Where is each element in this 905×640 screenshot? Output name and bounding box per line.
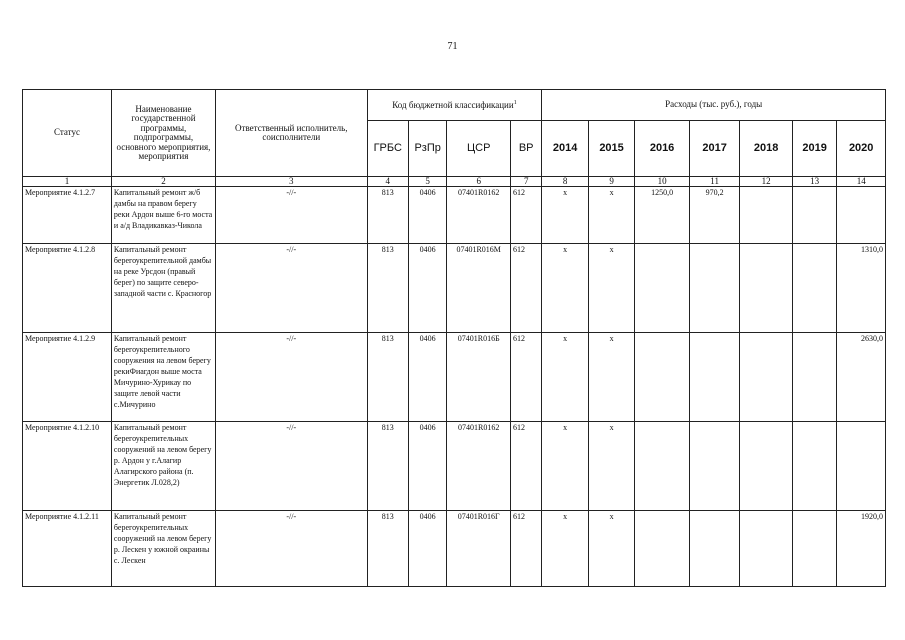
cell-rzpr: 0406 xyxy=(408,187,446,244)
cell-vr: 612 xyxy=(511,422,542,511)
cell-2019 xyxy=(792,187,836,244)
column-number: 5 xyxy=(408,177,446,187)
cell-2015: х xyxy=(588,187,634,244)
cell-2017 xyxy=(689,333,740,422)
cell-name: Капитальный ремонт берегоукрепительных сооружений на левом берегу р. Ардон у г.Алагир Алагирского района (п. Энергетик Л.028,2) xyxy=(111,422,215,511)
cell-2017 xyxy=(689,422,740,511)
cell-2020 xyxy=(837,187,886,244)
table-row xyxy=(23,511,886,587)
cell-rzpr: 0406 xyxy=(408,333,446,422)
column-number: 12 xyxy=(740,177,793,187)
table-row xyxy=(23,187,886,244)
cell-2014: х xyxy=(542,511,588,587)
cell-csr: 07401R016Г xyxy=(447,511,511,587)
header-year: 2016 xyxy=(635,121,690,177)
table-header xyxy=(23,90,886,187)
budget-table xyxy=(22,89,886,587)
header-responsible: Ответственный исполнитель, соисполнители xyxy=(216,90,368,177)
cell-name: Капитальный ремонт берегоукрепительной дамбы на реке Урсдон (правый берег) по защите северо-западной части с. Красногор xyxy=(111,244,215,333)
cell-2016 xyxy=(635,244,690,333)
header-name: Наименование государственной программы, подпрограммы, основного мероприятия, мероприятия xyxy=(111,90,215,177)
cell-csr: 07401R016М xyxy=(447,244,511,333)
cell-2016: 1250,0 xyxy=(635,187,690,244)
cell-2015: х xyxy=(588,244,634,333)
cell-2018 xyxy=(740,333,793,422)
column-number: 14 xyxy=(837,177,886,187)
cell-2015: х xyxy=(588,511,634,587)
cell-status: Мероприятие 4.1.2.8 xyxy=(23,244,112,333)
cell-2017 xyxy=(689,244,740,333)
header-rzpr: РзПр xyxy=(408,121,446,177)
cell-2018 xyxy=(740,244,793,333)
cell-2018 xyxy=(740,511,793,587)
cell-rzpr: 0406 xyxy=(408,244,446,333)
column-number: 2 xyxy=(111,177,215,187)
header-status: Статус xyxy=(23,90,112,177)
cell-vr: 612 xyxy=(511,187,542,244)
cell-status: Мероприятие 4.1.2.11 xyxy=(23,511,112,587)
column-number: 10 xyxy=(635,177,690,187)
header-year: 2020 xyxy=(837,121,886,177)
cell-2016 xyxy=(635,333,690,422)
cell-status: Мероприятие 4.1.2.9 xyxy=(23,333,112,422)
cell-csr: 07401R016Б xyxy=(447,333,511,422)
cell-grbs: 813 xyxy=(367,511,408,587)
cell-name: Капитальный ремонт ж/б дамбы на правом берегу реки Ардон выше 6-го моста и а/д Владикавказ-Чикола xyxy=(111,187,215,244)
cell-responsible: -//- xyxy=(216,422,368,511)
header-year: 2017 xyxy=(689,121,740,177)
cell-2017: 970,2 xyxy=(689,187,740,244)
cell-2019 xyxy=(792,422,836,511)
cell-2020 xyxy=(837,422,886,511)
table-row xyxy=(23,422,886,511)
cell-responsible: -//- xyxy=(216,333,368,422)
cell-2020: 1310,0 xyxy=(837,244,886,333)
cell-2020: 2630,0 xyxy=(837,333,886,422)
column-numbers-row xyxy=(23,177,886,187)
cell-rzpr: 0406 xyxy=(408,511,446,587)
cell-2016 xyxy=(635,422,690,511)
cell-2018 xyxy=(740,422,793,511)
cell-responsible: -//- xyxy=(216,187,368,244)
cell-responsible: -//- xyxy=(216,244,368,333)
cell-2014: х xyxy=(542,244,588,333)
column-number: 7 xyxy=(511,177,542,187)
header-csr: ЦСР xyxy=(447,121,511,177)
cell-grbs: 813 xyxy=(367,187,408,244)
cell-2014: х xyxy=(542,333,588,422)
cell-vr: 612 xyxy=(511,244,542,333)
column-number: 8 xyxy=(542,177,588,187)
cell-vr: 612 xyxy=(511,511,542,587)
page-number: 71 xyxy=(447,41,458,52)
header-expenses: Расходы (тыс. руб.), годы xyxy=(542,90,886,121)
cell-csr: 07401R0162 xyxy=(447,422,511,511)
column-number: 1 xyxy=(23,177,112,187)
cell-2017 xyxy=(689,511,740,587)
cell-2019 xyxy=(792,333,836,422)
table-row xyxy=(23,333,886,422)
cell-2020: 1920,0 xyxy=(837,511,886,587)
header-year: 2014 xyxy=(542,121,588,177)
cell-2014: х xyxy=(542,422,588,511)
column-number: 11 xyxy=(689,177,740,187)
column-number: 3 xyxy=(216,177,368,187)
cell-name: Капитальный ремонт берегоукрепительных сооружений на левом берегу р. Лескен у южной окраины с. Лескен xyxy=(111,511,215,587)
cell-csr: 07401R0162 xyxy=(447,187,511,244)
header-year: 2019 xyxy=(792,121,836,177)
header-grbs: ГРБС xyxy=(367,121,408,177)
cell-2014: х xyxy=(542,187,588,244)
header-year: 2018 xyxy=(740,121,793,177)
cell-vr: 612 xyxy=(511,333,542,422)
column-number: 13 xyxy=(792,177,836,187)
cell-2019 xyxy=(792,511,836,587)
cell-status: Мероприятие 4.1.2.10 xyxy=(23,422,112,511)
column-number: 4 xyxy=(367,177,408,187)
column-number: 9 xyxy=(588,177,634,187)
cell-2015: х xyxy=(588,333,634,422)
column-number: 6 xyxy=(447,177,511,187)
cell-name: Капитальный ремонт берегоукрепительного сооружения на левом берегу рекиФиагдон выше моста Мичурино-Хурикау по защите левой части с.Мичурино xyxy=(111,333,215,422)
cell-rzpr: 0406 xyxy=(408,422,446,511)
table-body xyxy=(23,187,886,587)
table-row xyxy=(23,244,886,333)
cell-grbs: 813 xyxy=(367,422,408,511)
cell-2018 xyxy=(740,187,793,244)
cell-responsible: -//- xyxy=(216,511,368,587)
cell-grbs: 813 xyxy=(367,244,408,333)
cell-grbs: 813 xyxy=(367,333,408,422)
header-vr: ВР xyxy=(511,121,542,177)
cell-2016 xyxy=(635,511,690,587)
cell-2019 xyxy=(792,244,836,333)
header-year: 2015 xyxy=(588,121,634,177)
header-budget-code: Код бюджетной классификации$^1$ xyxy=(367,90,542,121)
cell-status: Мероприятие 4.1.2.7 xyxy=(23,187,112,244)
cell-2015: х xyxy=(588,422,634,511)
